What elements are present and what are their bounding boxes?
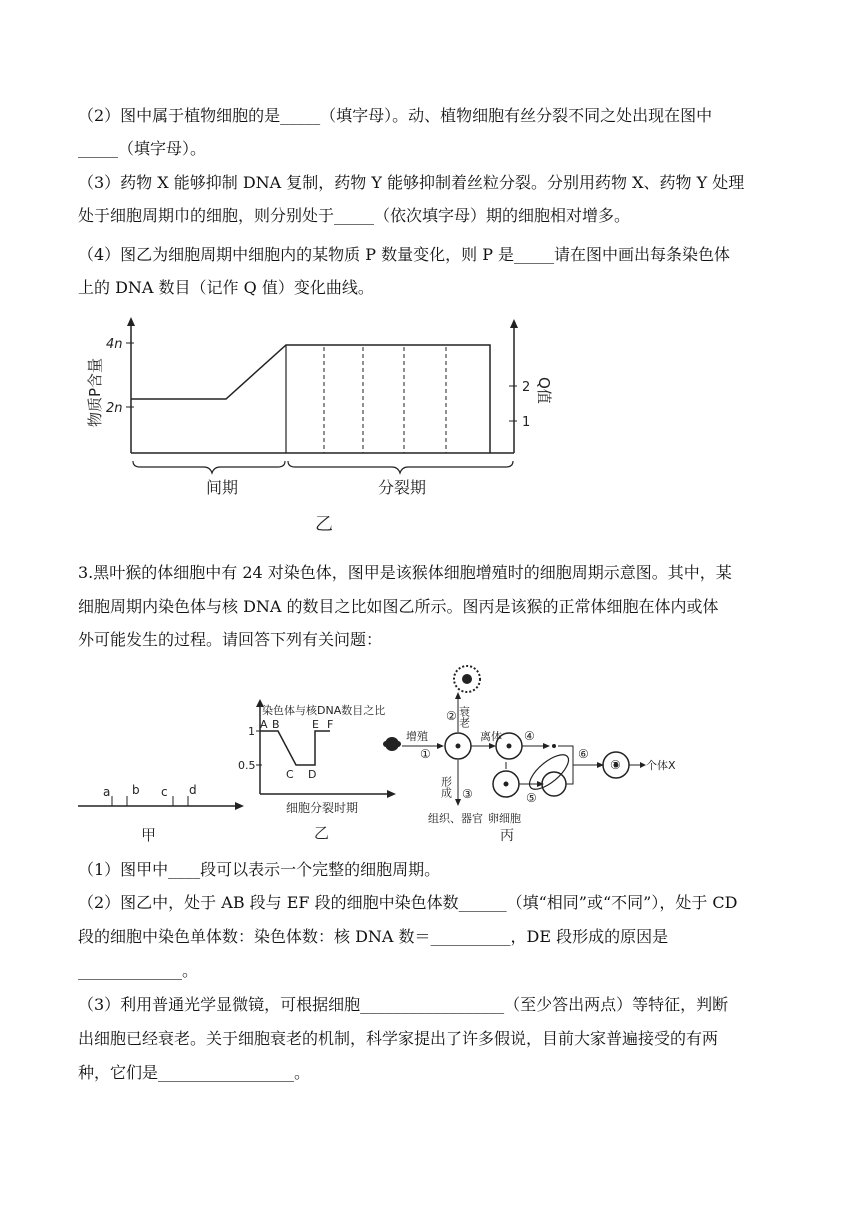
caption-jia: 甲 — [141, 826, 157, 844]
pt-B: B — [272, 718, 280, 731]
point-d: d — [189, 783, 197, 797]
q2-line-6: 上的 DNA 数目（记作 Q 值）变化曲线。 — [78, 278, 374, 297]
step-6: ⑥ — [578, 747, 589, 761]
label-isolate: 离体 — [480, 730, 502, 743]
label-individual: 个体X — [646, 759, 676, 772]
q2-line-4: 处于细胞周期巾的细胞，则分别处于_____（依次填字母）期的细胞相对增多。 — [78, 206, 631, 225]
q2-line-1: （2）图中属于植物细胞的是_____（填字母）。动、植物细胞有丝分裂不同之处出现在图中 — [78, 106, 713, 125]
y-axis-label: 物质P含量 — [86, 357, 104, 427]
pt-E: E — [312, 718, 319, 731]
right-axis-label: Q值 — [535, 377, 553, 404]
step-7: ⑦ — [610, 758, 621, 772]
q2-line-5: （4）图乙为细胞周期中细胞内的某物质 P 数量变化，则 P 是_____请在图中画出每条染色体 — [78, 245, 731, 264]
right-tick-1: 1 — [522, 415, 531, 430]
y-tick-05: 0.5 — [238, 759, 256, 772]
small-cell — [552, 744, 556, 748]
step-1: ① — [420, 747, 431, 761]
ratio-curve — [260, 731, 330, 765]
q3-question-2b: 段的细胞中染色单体数：染色体数：核 DNA 数＝__________，DE 段形成的原因是 — [78, 927, 669, 946]
right-tick-2: 2 — [522, 380, 531, 395]
pt-F: F — [327, 718, 334, 731]
label-aging: 衰老 — [457, 706, 471, 728]
phase-mitosis: 分裂期 — [378, 478, 427, 497]
pt-C: C — [286, 768, 294, 781]
q3-question-3b: 出细胞已经衰老。关于细胞衰老的机制，科学家提出了许多假说，目前大家普遍接受的有两 — [78, 1029, 719, 1048]
y-tick-4n: 4n — [106, 337, 123, 352]
step-5: ⑤ — [526, 791, 537, 805]
phase-interphase: 间期 — [206, 478, 239, 497]
point-b: b — [132, 783, 140, 797]
curve-p — [131, 345, 490, 453]
q3-question-3a: （3）利用普通光学显微镜，可根据细胞__________________（至少答出两点）等特征，判断 — [78, 995, 729, 1014]
y-tick-1: 1 — [248, 725, 255, 738]
x-label: 细胞分裂时期 — [286, 801, 359, 815]
q3-question-3c: 种，它们是_________________。 — [78, 1063, 311, 1082]
figure-bing-process — [376, 662, 706, 852]
label-tissue: 组织、器官 — [428, 812, 483, 825]
step-2: ② — [446, 709, 457, 723]
q3-intro-2: 细胞周期内染色体与核 DNA 的数目之比如图乙所示。图丙是该猴的正常体细胞在体内或体 — [78, 597, 719, 616]
caption-bing: 丙 — [500, 828, 514, 844]
pt-A: A — [260, 718, 268, 731]
y-tick-2n: 2n — [106, 401, 123, 416]
brace-mitosis — [288, 461, 513, 473]
q2-line-2: _____（填字母）。 — [78, 139, 207, 158]
fused-cell — [542, 772, 566, 796]
point-a: a — [103, 785, 111, 799]
pt-D: D — [308, 768, 317, 781]
q2-line-3: （3）药物 X 能够抑制 DNA 复制，药物 Y 能够抑制着丝粒分裂。分别用药物 X、药物 Y 处理 — [78, 173, 745, 192]
figure-jia-cell-cycle — [78, 770, 248, 850]
step-3: ③ — [462, 787, 473, 801]
label-form: 形成 — [439, 776, 453, 798]
label-egg: 卵细胞 — [488, 812, 521, 825]
q3-question-2a: （2）图乙中，处于 AB 段与 EF 段的细胞中染色体数______（填“相同”或“不同”），处于 CD — [78, 893, 738, 912]
q3-question-2c: _____________。 — [78, 961, 199, 980]
point-c: c — [161, 785, 168, 799]
figure-caption-yi: 乙 — [315, 514, 333, 535]
q3-question-1: （1）图甲中____段可以表示一个完整的细胞周期。 — [78, 860, 441, 879]
figure-yi-material-p — [78, 315, 553, 535]
ratio-title: 染色体与核DNA数目之比 — [262, 704, 386, 717]
q3-intro-1: 3.黑叶猴的体细胞中有 24 对染色体，图甲是该猴体细胞增殖时的细胞周期示意图。其中，某 — [78, 563, 732, 582]
label-proliferate: 增殖 — [406, 730, 428, 743]
brace-interphase — [133, 461, 285, 473]
caption-yi2: 乙 — [314, 824, 330, 842]
step-4: ④ — [524, 729, 535, 743]
q3-intro-3: 外可能发生的过程。请回答下列有关问题： — [78, 630, 383, 649]
